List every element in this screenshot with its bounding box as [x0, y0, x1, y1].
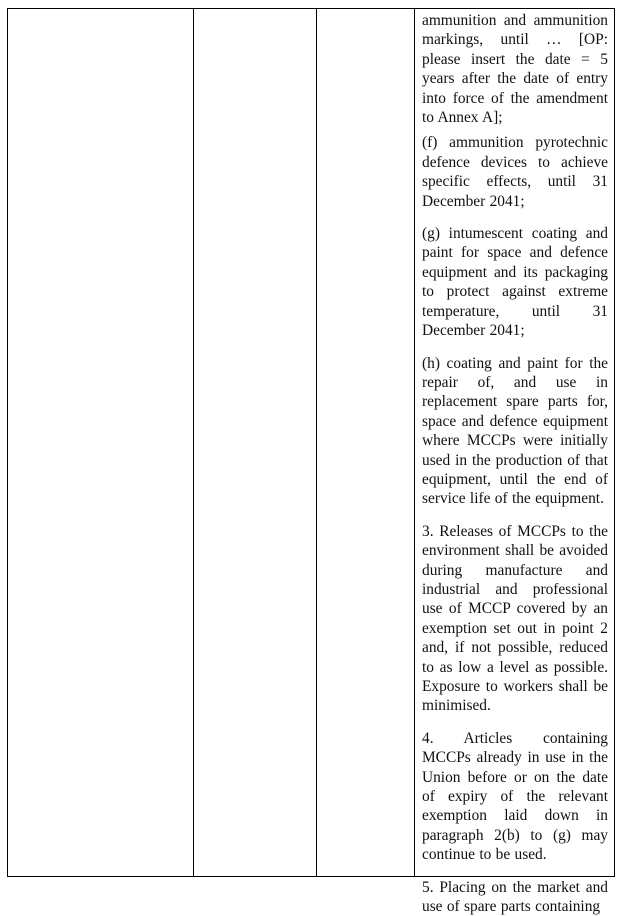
paragraph-point-5-partial: 5. Placing on the market and use of spare parts containing	[422, 878, 608, 916]
paragraph-exemption-f: (f) ammunition pyrotechnic defence devices to achieve specific effects, until 31 December 2041;	[422, 134, 608, 210]
paragraph-exemption-h: (h) coating and paint for the repair of, and use in replacement spare parts for, space and defence equipment where MCCPs were initially used in the production of that equipment, until the end of service life of the equipment.	[422, 354, 608, 508]
table-cell-empty-1	[8, 9, 193, 876]
table-cell-provisions	[414, 9, 614, 916]
regulation-table	[7, 8, 615, 916]
paragraph-point-4: 4. Articles containing MCCPs already in use in the Union before or on the date of expiry of the relevant exemption laid down in paragraph 2(b) to (g) may continue to be used.	[422, 729, 608, 864]
paragraph-exemption-g: (g) intumescent coating and paint for space and defence equipment and its packaging to protect against extreme temperature, until 31 December 2041;	[422, 225, 608, 340]
paragraph-point-3: 3. Releases of MCCPs to the environment shall be avoided during manufacture and industrial and professional use of MCCP covered by an exemption set out in point 2 and, if not possible, reduced to as low a level as possible. Exposure to workers shall be minimised.	[422, 522, 608, 715]
paragraph-continuation-ammunition: ammunition and ammunition markings, until … [OP: please insert the date = 5 years after the date of entry into force of the amendment to Annex A];	[422, 12, 608, 127]
table-cell-empty-3	[316, 9, 414, 876]
table-cell-empty-2	[193, 9, 316, 876]
